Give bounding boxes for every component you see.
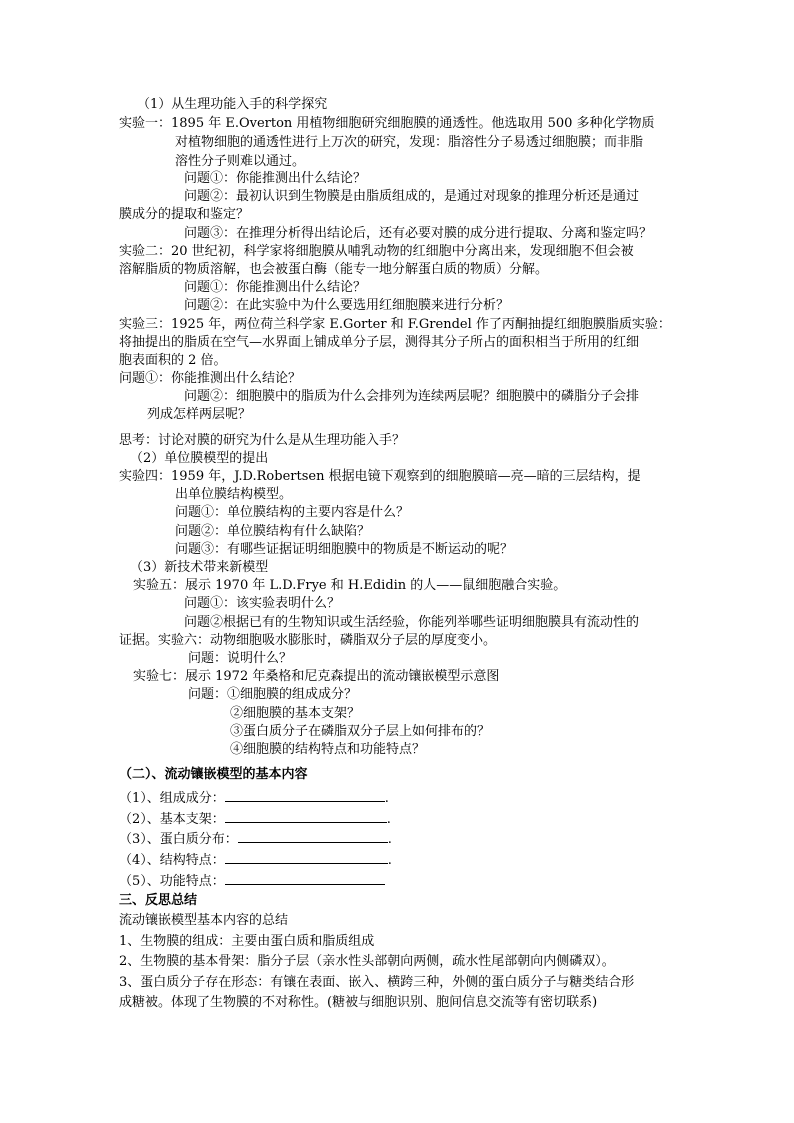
fill-item-function-feature [119,871,385,890]
exp1-question2-line2: 膜成分的提取和鉴定？ [119,207,250,222]
exp5-question2-line2: 证据。实验六：动物细胞吸水膨胀时，磷脂双分子层的厚度变小。 [119,633,497,648]
section1-heading: （1）从生理功能入手的科学探究 [137,97,328,112]
fill-item-composition [119,788,389,807]
section3-heading: （3）新技术带来新模型 [130,560,269,575]
exp3-line2: 将抽提出的脂质在空气—水界面上铺成单分子层，测得其分子所占的面积相当于所用的红细 [119,335,640,350]
exp3-line3: 胞表面积的 2 倍。 [119,353,227,368]
summary-point3-line2: 成糖被。体现了生物膜的不对称性。(糖被与细胞识别、胞间信息交流等有密切联系) [119,995,598,1010]
exp4-line1: 实验四：1959 年，J.D.Robertsen 根据电镜下观察到的细胞膜暗—亮—暗的三层结构，提 [119,469,641,484]
period: . [387,832,392,847]
exp7-line: 实验七：展示 1972 年桑格和尼克森提出的流动镶嵌模型示意图 [133,669,500,684]
exp7-question1: 问题：①细胞膜的组成成分？ [188,687,358,702]
exp2-question1: 问题①：你能推测出什么结论？ [184,280,367,295]
fill-item-label: （2）、基本支架： [119,812,225,827]
exp1-line2: 对植物细胞的通透性进行上万次的研究，发现：脂溶性分子易透过细胞膜；而非脂 [175,135,644,150]
exp4-question3: 问题③：有哪些证据证明细胞膜中的物质是不断运动的呢？ [175,542,514,557]
thinking-question: 思考：讨论对膜的研究为什么是从生理功能入手？ [119,433,406,448]
exp3-question2-line2: 列成怎样两层呢？ [147,407,252,422]
exp5-question2-line1: 问题②根据已有的生物知识或生活经验，你能列举哪些证明细胞膜具有流动性的 [184,615,640,630]
fill-item-label: （3）、蛋白质分布： [119,832,238,847]
fill-item-label: （5）、功能特点： [119,874,225,889]
exp1-line1: 实验一：1895 年 E.Overton 用植物细胞研究细胞膜的通透性。他选取用 500 多种化学物质 [119,116,655,131]
section2-heading: （2）单位膜模型的提出 [130,451,269,466]
part3-heading: 三、反思总结 [119,893,198,908]
exp2-question2: 问题②：在此实验中为什么要选用红细胞膜来进行分析？ [184,298,510,313]
exp4-question1: 问题①：单位膜结构的主要内容是什么？ [175,505,410,520]
exp7-question2: ②细胞膜的基本支架？ [230,706,361,721]
summary-point2: 2、生物膜的基本骨架：脂分子层（亲水性头部朝向两侧，疏水性尾部朝向内侧磷双）。 [119,954,615,969]
exp5-question1: 问题①：该实验表明什么？ [184,596,341,611]
exp1-line3: 溶性分子则难以通过。 [175,154,306,169]
fill-item-basic-scaffold [119,809,391,828]
exp7-question3: ③蛋白质分子在磷脂双分子层上如何排布的？ [230,724,491,739]
answer-blank[interactable] [225,850,388,864]
fill-item-label: （1）、组成成分： [119,791,225,806]
fill-item-protein-distribution [119,829,392,848]
period: . [384,791,389,806]
exp5-line: 实验五：展示 1970 年 L.D.Frye 和 H.Edidin 的人——鼠细胞融合实验。 [133,578,567,593]
exp4-line2: 出单位膜结构模型。 [175,487,293,502]
exp2-line2: 溶解脂质的物质溶解，也会被蛋白酶（能专一地分解蛋白质的物质）分解。 [119,262,549,277]
exp1-question2-line1: 问题②：最初认识到生物膜是由脂质组成的，是通过对现象的推理分析还是通过 [184,189,640,204]
period: . [386,812,391,827]
period: . [387,853,392,868]
answer-blank[interactable] [225,788,385,802]
exp2-line1: 实验二：20 世纪初，科学家将细胞膜从哺乳动物的红细胞中分离出来，发现细胞不但会被 [119,244,634,259]
exp3-question2-line1: 问题②：细胞膜中的脂质为什么会排列为连续两层呢？细胞膜中的磷脂分子会排 [184,389,640,404]
summary-point3-line1: 3、蛋白质分子存在形态：有镶在表面、嵌入、横跨三种，外侧的蛋白质分子与糖类结合形 [119,975,635,990]
part2-heading: （二）、流动镶嵌模型的基本内容 [119,767,308,782]
exp7-question4: ④细胞膜的结构特点和功能特点？ [230,742,426,757]
summary-intro: 流动镶嵌模型基本内容的总结 [119,913,289,928]
answer-blank[interactable] [225,809,387,823]
answer-blank[interactable] [238,829,388,843]
exp4-question2: 问题②：单位膜结构有什么缺陷？ [175,524,371,539]
summary-point1: 1、生物膜的组成：主要由蛋白质和脂质组成 [119,934,375,949]
exp1-question1: 问题①：你能推测出什么结论？ [184,171,367,186]
exp6-question: 问题：说明什么？ [188,651,293,666]
exp1-question3: 问题③：在推理分析得出结论后，还有必要对膜的成分进行提取、分离和鉴定吗？ [184,226,653,241]
exp3-line1: 实验三：1925 年，两位荷兰科学家 E.Gorter 和 F.Grendel 作了丙酮抽提红细胞膜脂质实验： [119,317,671,332]
exp3-question1: 问题①：你能推测出什么结论？ [119,371,302,386]
fill-item-label: （4）、结构特点： [119,853,225,868]
fill-item-structure-feature [119,850,392,869]
answer-blank[interactable] [225,871,385,885]
